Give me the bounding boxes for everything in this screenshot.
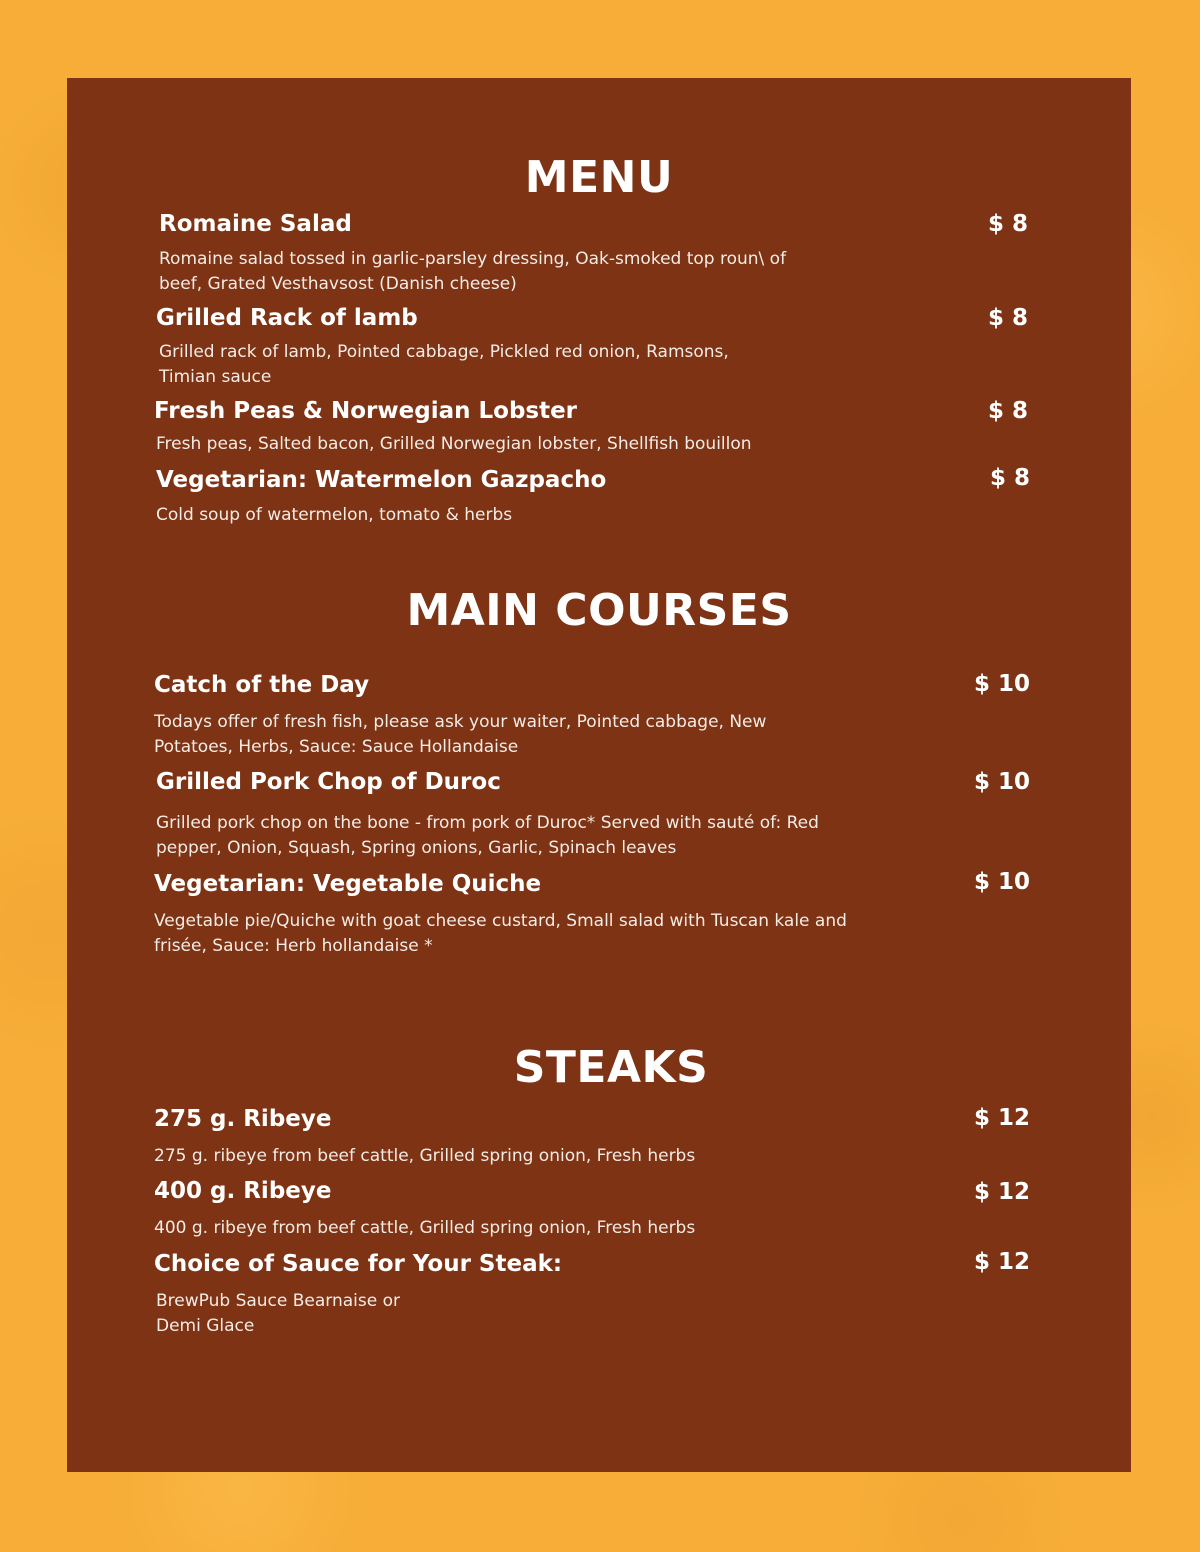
menu-item-name: Fresh Peas & Norwegian Lobster xyxy=(154,398,578,424)
menu-item-price: $ 8 xyxy=(989,465,1030,491)
menu-item-price: $ 12 xyxy=(973,1249,1030,1275)
menu-item-name: Grilled Rack of lamb xyxy=(156,305,418,331)
menu-item-name: 275 g. Ribeye xyxy=(154,1106,332,1132)
menu-item-description: Grilled rack of lamb, Pointed cabbage, Pickled red onion, Ramsons, Timian sauce xyxy=(159,342,729,387)
menu-item-description: Todays offer of fresh fish, please ask your waiter, Pointed cabbage, New Potatoes, Herbs, Sauce: Sauce Hollandaise xyxy=(154,712,767,757)
menu-item-price: $ 12 xyxy=(973,1105,1030,1131)
menu-item-name: Vegetarian: Watermelon Gazpacho xyxy=(156,467,607,493)
menu-item-name: Vegetarian: Vegetable Quiche xyxy=(154,871,542,897)
menu-item-price: $ 8 xyxy=(987,211,1028,237)
menu-item-name: Romaine Salad xyxy=(159,211,352,237)
menu-item-price: $ 12 xyxy=(973,1179,1030,1205)
menu-item-price: $ 10 xyxy=(973,869,1030,895)
menu-item-description: Fresh peas, Salted bacon, Grilled Norwegian lobster, Shellfish bouillon xyxy=(156,434,752,454)
menu-item-description: Romaine salad tossed in garlic-parsley dressing, Oak-smoked top roun\ of beef, Grated Vesthavsost (Danish cheese) xyxy=(159,249,787,294)
menu-item-name: Choice of Sauce for Your Steak: xyxy=(154,1251,563,1277)
menu-item-price: $ 8 xyxy=(987,305,1028,331)
menu-item-name: 400 g. Ribeye xyxy=(154,1178,332,1204)
menu-item-description: Vegetable pie/Quiche with goat cheese custard, Small salad with Tuscan kale and frisée, Sauce: Herb hollandaise * xyxy=(154,911,847,956)
section-title-steaks: STEAKS xyxy=(513,1042,709,1093)
menu-item-description: 275 g. ribeye from beef cattle, Grilled spring onion, Fresh herbs xyxy=(154,1146,696,1166)
menu-item-description: Grilled pork chop on the bone - from pork of Duroc* Served with sauté of: Red pepper, Onion, Squash, Spring onions, Garlic, Spinach leaves xyxy=(156,813,819,858)
menu-item-price: $ 8 xyxy=(987,398,1028,424)
menu-item-name: Grilled Pork Chop of Duroc xyxy=(156,769,501,795)
menu-item-description: Cold soup of watermelon, tomato & herbs xyxy=(156,505,513,525)
menu-panel xyxy=(67,78,1131,1472)
menu-item-price: $ 10 xyxy=(973,769,1030,795)
section-title-menu: MENU xyxy=(524,152,674,203)
menu-item-description: BrewPub Sauce Bearnaise or Demi Glace xyxy=(156,1291,401,1336)
section-title-main-courses: MAIN COURSES xyxy=(406,585,792,636)
menu-item-name: Catch of the Day xyxy=(154,672,370,698)
menu-item-price: $ 10 xyxy=(973,671,1030,697)
menu-item-description: 400 g. ribeye from beef cattle, Grilled spring onion, Fresh herbs xyxy=(154,1218,696,1238)
